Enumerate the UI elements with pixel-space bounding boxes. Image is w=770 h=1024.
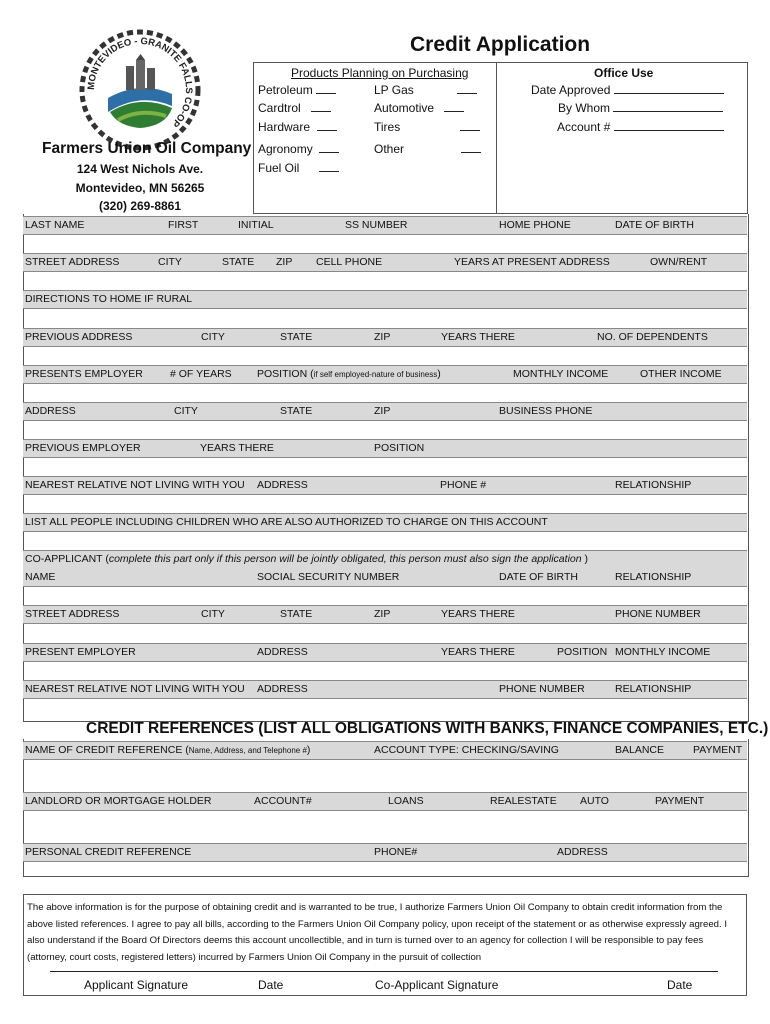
product-tires[interactable]: Tires	[374, 120, 480, 134]
row-co-nearest-relative: NEAREST RELATIVE NOT LIVING WITH YOU ADDRESS PHONE NUMBER RELATIONSHIP	[23, 680, 747, 699]
row-employer-address: ADDRESS CITY STATE ZIP BUSINESS PHONE	[23, 402, 747, 421]
product-cardtrol[interactable]: Cardtrol	[258, 101, 331, 115]
date-label-2: Date	[667, 978, 693, 992]
row-co-applicant: CO-APPLICANT (complete this part only if this person will be jointly obligated, this person must also sign the application ) NAME SOCIAL SECURITY NUMBER DATE OF BIRTH RELATIONSHIP	[23, 550, 747, 587]
svg-text:MONTEVIDEO - GRANITE FALLS CO-: MONTEVIDEO - GRANITE FALLS CO-OP	[85, 35, 195, 130]
row-previous-employer: PREVIOUS EMPLOYER YEARS THERE POSITION	[23, 439, 747, 458]
row-directions: DIRECTIONS TO HOME IF RURAL	[23, 290, 747, 309]
credit-references-title: CREDIT REFERENCES (LIST ALL OBLIGATIONS WITH BANKS, FINANCE COMPANIES, ETC.)	[86, 720, 769, 737]
product-lp-gas[interactable]: LP Gas	[374, 83, 477, 97]
product-automotive[interactable]: Automotive	[374, 101, 464, 115]
authorization-statement: The above information is for the purpose of obtaining credit and is warranted to be true, I authorize Farmers Union Oil Company to obtain credit information from the above listed references. I agree to pay all bills, according to the Farmers Union Oil Company policy, upon receipt of the statement or as otherwise expressly agreed. I also understand if the Board Of Directors deems this account uncollectible, and in turn is turned over to an agency for collection I will be responsible to pay fees (attorney, court costs, registered letters) incurred by Farmers Union Oil Company in the pursuit of collection	[23, 894, 747, 996]
row-nearest-relative: NEAREST RELATIVE NOT LIVING WITH YOU ADDRESS PHONE # RELATIONSHIP	[23, 476, 747, 495]
applicant-signature-label: Applicant Signature	[84, 978, 189, 992]
product-petroleum[interactable]: Petroleum	[258, 83, 336, 97]
page-title: Credit Application	[410, 33, 591, 56]
company-phone: (320) 269-8861	[98, 199, 182, 213]
product-fuel-oil[interactable]: Fuel Oil	[258, 161, 339, 175]
row-co-street-address: STREET ADDRESS CITY STATE ZIP YEARS THERE PHONE NUMBER	[23, 605, 747, 624]
row-previous-address: PREVIOUS ADDRESS CITY STATE ZIP YEARS THERE NO. OF DEPENDENTS	[23, 328, 747, 347]
office-use-heading: Office Use	[594, 66, 654, 80]
date-approved-field[interactable]: Date Approved	[531, 83, 724, 97]
credit-bottom-border	[23, 876, 749, 877]
company-name: Farmers Union Oil Company	[42, 140, 252, 157]
company-city: Montevideo, MN 56265	[75, 181, 205, 195]
row-co-present-employer: PRESENT EMPLOYER ADDRESS YEARS THERE POSITION MONTHLY INCOME	[23, 643, 747, 662]
account-number-field[interactable]: Account #	[557, 120, 724, 134]
product-other[interactable]: Other	[374, 142, 481, 156]
product-agronomy[interactable]: Agronomy	[258, 142, 339, 156]
row-credit-reference: NAME OF CREDIT REFERENCE (Name, Address, and Telephone #) ACCOUNT TYPE: CHECKING/SAVING BALANCE PAYMENT	[23, 741, 747, 760]
co-applicant-signature-label: Co-Applicant Signature	[375, 978, 499, 992]
date-label-1: Date	[258, 978, 284, 992]
row-name: LAST NAME FIRST INITIAL SS NUMBER HOME PHONE DATE OF BIRTH	[23, 216, 747, 235]
by-whom-field[interactable]: By Whom	[558, 101, 723, 115]
row-street-address: STREET ADDRESS CITY STATE ZIP CELL PHONE YEARS AT PRESENT ADDRESS OWN/RENT	[23, 253, 747, 272]
company-street: 124 West Nichols Ave.	[76, 162, 204, 176]
row-authorized-people: LIST ALL PEOPLE INCLUDING CHILDREN WHO ARE ALSO AUTHORIZED TO CHARGE ON THIS ACCOUNT	[23, 513, 747, 532]
product-hardware[interactable]: Hardware	[258, 120, 337, 134]
row-personal-reference: PERSONAL CREDIT REFERENCE PHONE# ADDRESS	[23, 843, 747, 862]
products-heading: Products Planning on Purchasing	[291, 66, 469, 80]
row-present-employer: PRESENTS EMPLOYER # OF YEARS POSITION (if self employed-nature of business) MONTHLY INCOME OTHER INCOME	[23, 365, 747, 384]
row-landlord: LANDLORD OR MORTGAGE HOLDER ACCOUNT# LOANS REALESTATE AUTO PAYMENT	[23, 792, 747, 811]
signature-line[interactable]	[50, 971, 718, 972]
co-op-logo	[78, 28, 202, 152]
